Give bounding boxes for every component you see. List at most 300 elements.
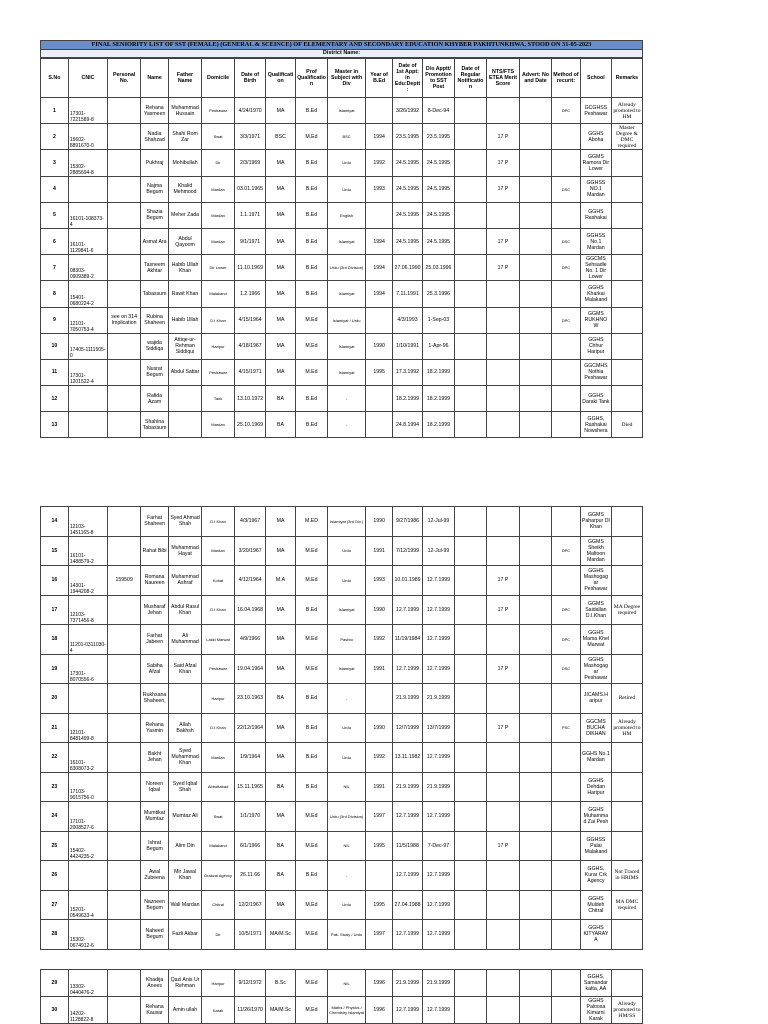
regular-notification-cell	[454, 386, 486, 412]
first-appt-cell: 24.5.1995	[393, 150, 423, 176]
regular-notification-cell	[454, 566, 486, 596]
name-cell: Tasneem Akhtar	[141, 255, 169, 281]
domicile-cell: Mardan	[202, 412, 235, 438]
year-bed-cell: 1996	[366, 970, 393, 997]
advert-cell	[520, 307, 552, 333]
promotion-cell: 21.9.1999	[422, 772, 454, 802]
header-merit-score: NTS/FTS ETEA Merit Score	[486, 59, 519, 98]
table-row	[41, 536, 643, 566]
advert-cell	[520, 507, 552, 537]
name-cell: Nusrat Begum	[141, 359, 169, 385]
personal-no-cell	[108, 281, 141, 307]
merit-score-cell	[486, 412, 519, 438]
sno-cell: 19	[41, 654, 69, 684]
first-appt-cell: 24.5.1995	[393, 202, 423, 228]
advert-cell	[520, 654, 552, 684]
table-row	[41, 333, 643, 359]
header-father-name: Father Name	[169, 59, 202, 98]
domicile-cell: Orakzai Agency	[202, 861, 235, 891]
table-body-3	[41, 970, 643, 1024]
merit-score-cell	[486, 920, 519, 950]
personal-no-cell	[108, 124, 141, 150]
qualification-cell: B.Sc	[266, 970, 296, 997]
first-appt-cell: 23.5.1995	[393, 124, 423, 150]
table-row	[41, 970, 643, 997]
name-cell: Awal Zubeena	[141, 861, 169, 891]
name-cell: Rahat Bibi	[141, 536, 169, 566]
method-cell	[552, 507, 581, 537]
regular-notification-cell	[454, 595, 486, 625]
personal-no-cell	[108, 359, 141, 385]
dob-cell: 9/12/1972	[235, 970, 266, 997]
table-body-2	[41, 507, 643, 950]
first-appt-cell: 1/10/1991	[393, 333, 423, 359]
promotion-cell: 25.03.1996	[422, 255, 454, 281]
name-cell: Romana Naureen	[141, 566, 169, 596]
year-bed-cell: 1996	[366, 997, 393, 1024]
personal-no-cell: see on 314 Implication	[108, 307, 141, 333]
qualification-cell: BA	[266, 386, 296, 412]
domicile-cell: Peshawar	[202, 654, 235, 684]
merit-score-cell: 17 P	[486, 255, 519, 281]
merit-score-cell	[486, 333, 519, 359]
dob-cell: 1/9/1964	[235, 743, 266, 773]
first-appt-cell: 24.5.1995	[393, 228, 423, 254]
table-row	[41, 920, 643, 950]
remarks-cell: Not Traced in HRIMS	[611, 861, 642, 891]
personal-no-cell	[108, 536, 141, 566]
personal-no-cell	[108, 772, 141, 802]
header-master-subject: Master in Subject with Div	[327, 59, 365, 98]
master-subject-cell: -	[327, 386, 365, 412]
dob-cell: 4/15/1964	[235, 307, 266, 333]
header-promotion: D/o Apptt/ Promotion to SST Post	[422, 59, 454, 98]
merit-score-cell	[486, 772, 519, 802]
advert-cell	[520, 861, 552, 891]
seniority-table-3	[40, 969, 643, 1024]
sno-cell: 27	[41, 890, 69, 920]
promotion-cell: 12-Jul-99	[422, 536, 454, 566]
header-first-appt: Date of 1st Appt: in Edu:Deptt:	[393, 59, 423, 98]
qualification-cell: MA	[266, 507, 296, 537]
name-cell: Shazia Begum	[141, 202, 169, 228]
merit-score-cell	[486, 281, 519, 307]
advert-cell	[520, 831, 552, 861]
merit-score-cell: 17 P	[486, 124, 519, 150]
father-name-cell: Mumtaz Ali	[169, 802, 202, 832]
remarks-cell	[611, 150, 642, 176]
personal-no-cell	[108, 890, 141, 920]
school-cell: GGHS Daraki Tank	[580, 386, 611, 412]
school-cell: GGHS, Rashakai Nowshera	[580, 412, 611, 438]
cnic-cell	[68, 176, 107, 202]
first-appt-cell: 13.11.1982	[393, 743, 423, 773]
master-subject-cell: Urdu	[327, 536, 365, 566]
year-bed-cell	[366, 386, 393, 412]
first-appt-cell: 7.11.1991	[393, 281, 423, 307]
promotion-cell: 12.7.1999	[422, 997, 454, 1024]
header-prof-qualification: Prof Qualification	[295, 59, 327, 98]
cnic-cell	[68, 412, 107, 438]
header-cnic: CNIC	[68, 59, 107, 98]
prof-qualification-cell: B.Ed	[295, 202, 327, 228]
school-cell: GGHS No.1 Mardan	[580, 743, 611, 773]
personal-no-cell	[108, 970, 141, 997]
regular-notification-cell	[454, 176, 486, 202]
school-cell: GGHS Kharkai Malakand	[580, 281, 611, 307]
remarks-cell	[611, 202, 642, 228]
qualification-cell: MA/M.Sc	[266, 920, 296, 950]
name-cell: Mumtikat Mumtaz	[141, 802, 169, 832]
school-cell: GGCMHS Nothia Peshawar	[580, 359, 611, 385]
remarks-cell	[611, 507, 642, 537]
school-cell: GGHS, Samandar katta, AA	[580, 970, 611, 997]
name-cell: Rehana Kausar	[141, 997, 169, 1024]
method-cell: DPC	[552, 625, 581, 655]
first-appt-cell: 27.06.1990	[393, 255, 423, 281]
method-cell: DSC	[552, 654, 581, 684]
method-cell	[552, 281, 581, 307]
qualification-cell: MA	[266, 890, 296, 920]
qualification-cell: MA	[266, 654, 296, 684]
regular-notification-cell	[454, 536, 486, 566]
prof-qualification-cell: B.Ed	[295, 743, 327, 773]
method-cell	[552, 150, 581, 176]
sno-cell: 30	[41, 997, 69, 1024]
remarks-cell	[611, 743, 642, 773]
domicile-cell: Karak	[202, 997, 235, 1024]
school-cell: GGMS Sheikh Maltoon Mardan	[580, 536, 611, 566]
name-cell: Najma Begum	[141, 176, 169, 202]
advert-cell	[520, 536, 552, 566]
cnic-cell: 17101-2008527-6	[68, 802, 107, 832]
dob-cell: 6/1/1966	[235, 831, 266, 861]
method-cell	[552, 333, 581, 359]
header-qualification: Qualification	[266, 59, 296, 98]
name-cell: Farhat Shaheen	[141, 507, 169, 537]
promotion-cell: 21.9.1999	[422, 970, 454, 997]
promotion-cell: 12.7.1999	[422, 743, 454, 773]
prof-qualification-cell: M.Ed	[295, 536, 327, 566]
dob-cell: 3/3/1971	[235, 124, 266, 150]
father-name-cell: Rawit Khan	[169, 281, 202, 307]
domicile-cell: Haripur	[202, 684, 235, 714]
method-cell: DSC	[552, 228, 581, 254]
table-row	[41, 255, 643, 281]
advert-cell	[520, 255, 552, 281]
first-appt-cell: 24.8.1994	[393, 412, 423, 438]
seniority-table-1	[40, 58, 643, 438]
personal-no-cell	[108, 713, 141, 743]
qualification-cell: MA	[266, 713, 296, 743]
school-cell: GGHS, Kurar Crk Agency	[580, 861, 611, 891]
regular-notification-cell	[454, 890, 486, 920]
domicile-cell: Mardan	[202, 176, 235, 202]
year-bed-cell	[366, 684, 393, 714]
sno-cell: 25	[41, 831, 69, 861]
merit-score-cell	[486, 307, 519, 333]
cnic-cell: 17301-8070556-6	[68, 654, 107, 684]
sno-cell: 5	[41, 202, 69, 228]
father-name-cell: Qazi Anis Ur Rehman	[169, 970, 202, 997]
domicile-cell: Dir Lower	[202, 255, 235, 281]
sno-cell: 8	[41, 281, 69, 307]
merit-score-cell	[486, 386, 519, 412]
dob-cell: 4/15/1971	[235, 359, 266, 385]
school-cell: GGHSS Palai Malakand	[580, 831, 611, 861]
dob-cell: 4/12/1964	[235, 566, 266, 596]
regular-notification-cell	[454, 713, 486, 743]
cnic-cell: 12101-7050753-4	[68, 307, 107, 333]
header-dob: Date of Birth	[235, 59, 266, 98]
master-subject-cell: NIL	[327, 772, 365, 802]
year-bed-cell: 1990	[366, 595, 393, 625]
remarks-cell	[611, 625, 642, 655]
regular-notification-cell	[454, 124, 486, 150]
qualification-cell: BA	[266, 772, 296, 802]
personal-no-cell	[108, 743, 141, 773]
header-method: Method of recurit:	[552, 59, 581, 98]
school-cell: GGCMS BUCHA DIKHAN	[580, 713, 611, 743]
header-name: Name	[141, 59, 169, 98]
merit-score-cell	[486, 536, 519, 566]
sheet-page-1	[40, 40, 643, 438]
name-cell: Rukhsana Shaheen,	[141, 684, 169, 714]
table-row	[41, 98, 643, 124]
school-cell: GGHS KITYARAY A	[580, 920, 611, 950]
advert-cell	[520, 228, 552, 254]
father-name-cell	[169, 684, 202, 714]
cnic-cell	[68, 386, 107, 412]
school-cell: GCGHSS Peshawar	[580, 98, 611, 124]
year-bed-cell: 1991	[366, 654, 393, 684]
header-remarks: Remarks	[611, 59, 642, 98]
promotion-cell: 24.5.1995	[422, 150, 454, 176]
name-cell: Farhat Jabeen	[141, 625, 169, 655]
remarks-cell	[611, 386, 642, 412]
father-name-cell: Khalid Mehmood	[169, 176, 202, 202]
year-bed-cell: 1992	[366, 625, 393, 655]
advert-cell	[520, 802, 552, 832]
first-appt-cell: 27.04.1988	[393, 890, 423, 920]
year-bed-cell	[366, 307, 393, 333]
school-cell: GGHS Dehdan Haripur	[580, 772, 611, 802]
method-cell: DPC	[552, 307, 581, 333]
advert-cell	[520, 566, 552, 596]
year-bed-cell: 1992	[366, 150, 393, 176]
school-cell: GGHS Chhur Haripur	[580, 333, 611, 359]
table-row	[41, 566, 643, 596]
father-name-cell	[169, 386, 202, 412]
master-subject-cell: Pak. Study / Urdu	[327, 920, 365, 950]
first-appt-cell: 11/19/1984	[393, 625, 423, 655]
domicile-cell: Swat	[202, 124, 235, 150]
cnic-cell: 12101-8481499-8	[68, 713, 107, 743]
cnic-cell: 12103-7371456-8	[68, 595, 107, 625]
cnic-cell: 16101-108373-4	[68, 202, 107, 228]
remarks-cell	[611, 831, 642, 861]
sno-cell: 13	[41, 412, 69, 438]
year-bed-cell	[366, 98, 393, 124]
master-subject-cell: NIL	[327, 831, 365, 861]
prof-qualification-cell: M.Ed	[295, 997, 327, 1024]
year-bed-cell: 1997	[366, 920, 393, 950]
table-row	[41, 386, 643, 412]
table-row	[41, 772, 643, 802]
table-row	[41, 228, 643, 254]
master-subject-cell: Islamiyat / Urdu	[327, 307, 365, 333]
remarks-cell: Master Degree & DMC required	[611, 124, 642, 150]
header-personal-no: Personal No.	[108, 59, 141, 98]
method-cell: PSC	[552, 713, 581, 743]
promotion-cell: 12.7.1999	[422, 802, 454, 832]
name-cell: Rafida Azam	[141, 386, 169, 412]
year-bed-cell: 1991	[366, 536, 393, 566]
regular-notification-cell	[454, 202, 486, 228]
personal-no-cell	[108, 507, 141, 537]
promotion-cell: 12.7.1999	[422, 595, 454, 625]
master-subject-cell: Urdu	[327, 176, 365, 202]
promotion-cell: 12.7.1999	[422, 566, 454, 596]
advert-cell	[520, 202, 552, 228]
merit-score-cell: 17 P	[486, 150, 519, 176]
cnic-cell: 17301-1201522-4	[68, 359, 107, 385]
method-cell	[552, 359, 581, 385]
promotion-cell: 12.7.1999	[422, 920, 454, 950]
domicile-cell: D.I.Khan	[202, 595, 235, 625]
prof-qualification-cell: M.Ed	[295, 970, 327, 997]
year-bed-cell: 1997	[366, 802, 393, 832]
promotion-cell: 7-Dec-97	[422, 831, 454, 861]
father-name-cell: Habib Ullah Khan	[169, 255, 202, 281]
domicile-cell: Dir	[202, 920, 235, 950]
first-appt-cell: 9/27/1986	[393, 507, 423, 537]
dob-cell: 25.10.1969	[235, 412, 266, 438]
domicile-cell: D.I.Khan	[202, 713, 235, 743]
promotion-cell: 18.2.1999	[422, 412, 454, 438]
father-name-cell: Attiqe-ur-Rehman Siddiqui	[169, 333, 202, 359]
domicile-cell: Lakki Marwat	[202, 625, 235, 655]
year-bed-cell: 1995	[366, 359, 393, 385]
personal-no-cell	[108, 997, 141, 1024]
qualification-cell: MA	[266, 743, 296, 773]
merit-score-cell: 17 P	[486, 228, 519, 254]
promotion-cell: 18.2.1999	[422, 359, 454, 385]
district-label: District Name:	[40, 50, 643, 58]
first-appt-cell: 12.7.1999	[393, 802, 423, 832]
father-name-cell: Alim Din	[169, 831, 202, 861]
master-subject-cell: Islamiyat	[327, 595, 365, 625]
sno-cell: 12	[41, 386, 69, 412]
merit-score-cell: 17 P	[486, 176, 519, 202]
advert-cell	[520, 124, 552, 150]
prof-qualification-cell: B.Ed	[295, 684, 327, 714]
master-subject-cell: NIL	[327, 970, 365, 997]
advert-cell	[520, 333, 552, 359]
promotion-cell: 24.5.1995	[422, 202, 454, 228]
domicile-cell: Dir	[202, 150, 235, 176]
school-cell: GGHS Muhamma d Zai Pesh	[580, 802, 611, 832]
domicile-cell: Haripur	[202, 333, 235, 359]
advert-cell	[520, 176, 552, 202]
cnic-cell: 17103-9015756-0	[68, 772, 107, 802]
promotion-cell: 23.5.1995	[422, 124, 454, 150]
domicile-cell: Abbottabad	[202, 772, 235, 802]
remarks-cell: Already promoted to HM/SS	[611, 997, 642, 1024]
regular-notification-cell	[454, 831, 486, 861]
remarks-cell	[611, 970, 642, 997]
year-bed-cell: 1990	[366, 333, 393, 359]
method-cell	[552, 566, 581, 596]
dob-cell: 16.04.1968	[235, 595, 266, 625]
promotion-cell: 12.7.1999	[422, 890, 454, 920]
father-name-cell: Syed Ahmad Shah	[169, 507, 202, 537]
sno-cell: 23	[41, 772, 69, 802]
qualification-cell: MA	[266, 625, 296, 655]
sno-cell: 10	[41, 333, 69, 359]
promotion-cell: 1-Apr-96	[422, 333, 454, 359]
master-subject-cell: Urdu	[327, 566, 365, 596]
year-bed-cell: 1994	[366, 228, 393, 254]
cnic-cell: 14202-1128822-8	[68, 997, 107, 1024]
personal-no-cell: 159509	[108, 566, 141, 596]
method-cell: DPC	[552, 255, 581, 281]
year-bed-cell: 1990	[366, 507, 393, 537]
cnic-cell: 17301-7221589-8	[68, 98, 107, 124]
cnic-cell	[68, 861, 107, 891]
table-row	[41, 997, 643, 1024]
name-cell: Rehana Yasmeen	[141, 98, 169, 124]
domicile-cell: Swat	[202, 802, 235, 832]
merit-score-cell	[486, 997, 519, 1024]
father-name-cell: Ali Muhammad	[169, 625, 202, 655]
year-bed-cell: 1993	[366, 176, 393, 202]
promotion-cell: 24.5.1995	[422, 176, 454, 202]
advert-cell	[520, 150, 552, 176]
merit-score-cell	[486, 98, 519, 124]
cnic-cell: 12103-1451165-8	[68, 507, 107, 537]
table-row	[41, 595, 643, 625]
father-name-cell: Muhammad Ashraf	[169, 566, 202, 596]
dob-cell: 1.2.1966	[235, 281, 266, 307]
cnic-cell: 08303-0909389-2	[68, 255, 107, 281]
advert-cell	[520, 412, 552, 438]
prof-qualification-cell: B.Ed	[295, 386, 327, 412]
header-sno: S.No	[41, 59, 69, 98]
master-subject-cell: Urdu	[327, 713, 365, 743]
father-name-cell: Mir Jawal Khan	[169, 861, 202, 891]
personal-no-cell	[108, 684, 141, 714]
father-name-cell: Syed Muhammad Khan	[169, 743, 202, 773]
year-bed-cell: 1994	[366, 281, 393, 307]
master-subject-cell: Islamiyat	[327, 654, 365, 684]
name-cell: Sabiha Afzal	[141, 654, 169, 684]
method-cell	[552, 684, 581, 714]
method-cell	[552, 743, 581, 773]
school-cell: GGMS RUKHNO W	[580, 307, 611, 333]
promotion-cell: 1-Sep-03	[422, 307, 454, 333]
master-subject-cell: Islamiyat	[327, 98, 365, 124]
merit-score-cell	[486, 890, 519, 920]
dob-cell: 23.10.1963	[235, 684, 266, 714]
qualification-cell: MA	[266, 202, 296, 228]
prof-qualification-cell: B.Ed	[295, 255, 327, 281]
advert-cell	[520, 625, 552, 655]
merit-score-cell	[486, 625, 519, 655]
regular-notification-cell	[454, 654, 486, 684]
sno-cell: 14	[41, 507, 69, 537]
name-cell: Rubina Shaheen	[141, 307, 169, 333]
